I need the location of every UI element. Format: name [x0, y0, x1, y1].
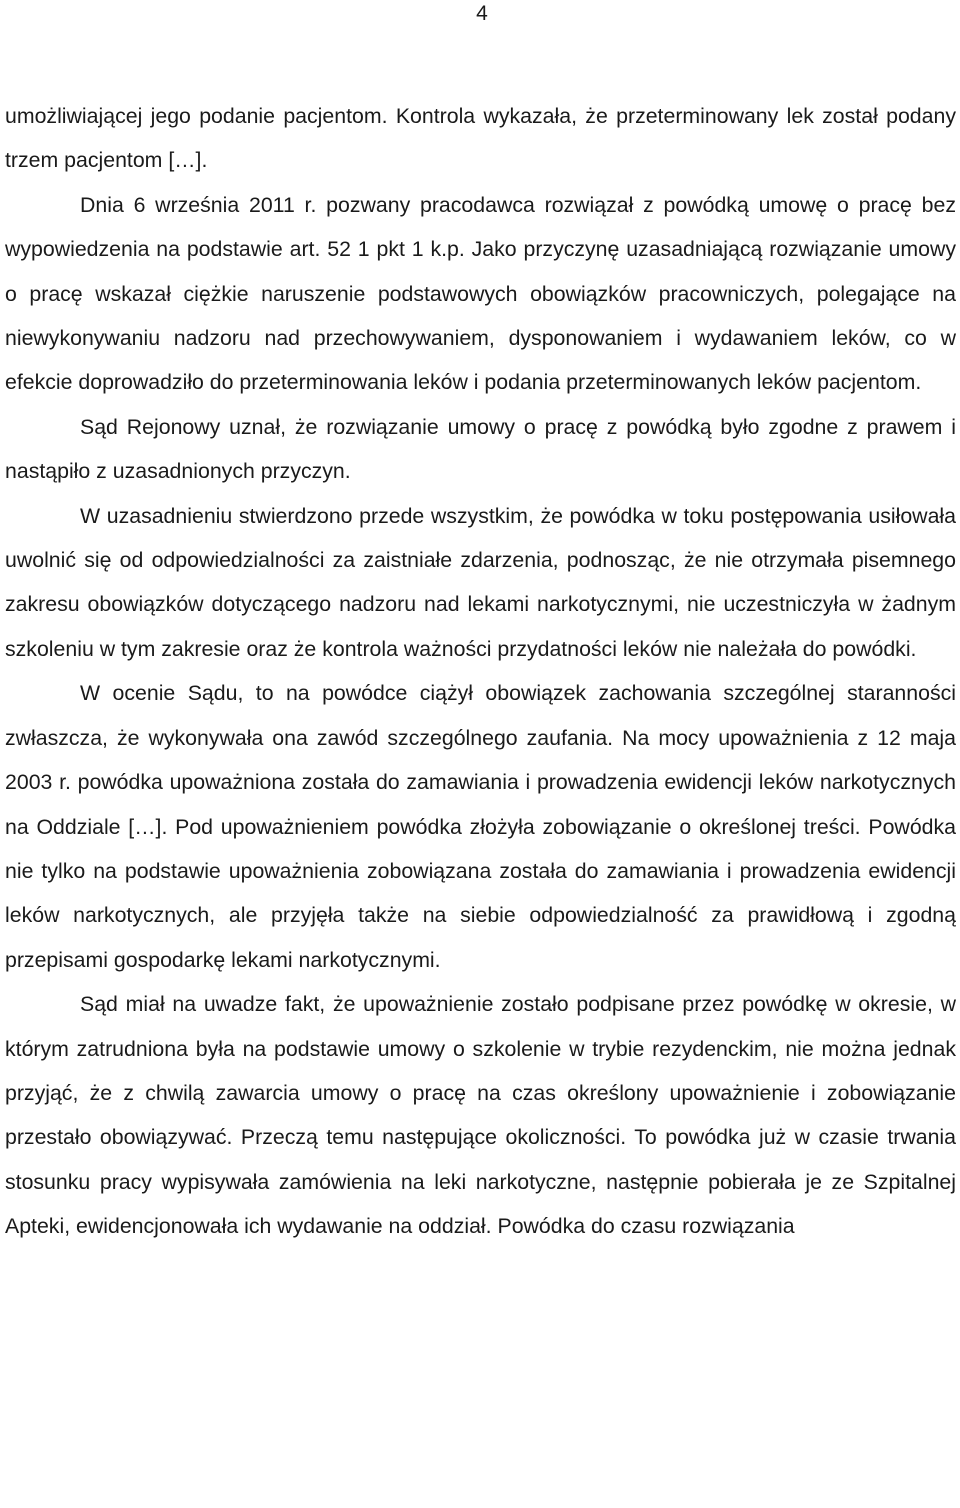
paragraph-authorization: Sąd miał na uwadze fakt, że upoważnienie zostało podpisane przez powódkę w okresie, w którym zatrudniona była na podstawie umowy o szkolenie w trybie rezydenckim, nie można jednak przyjąć, że z chwilą zawarcia umowy o pracę na czas określony upoważnienie i zobowiązanie przestało obowiązywać. Przeczą temu następujące okoliczności. To powódka już w czasie trwania stosunku pracy wypisywała zamówienia na leki narkotyczne, następnie pobierała je ze Szpitalnej Apteki, ewidencjonowała ich wydawanie na oddział. Powódka do czasu rozwiązania: [5, 992, 956, 1239]
paragraph-justification: W uzasadnieniu stwierdzono przede wszystkim, że powódka w toku postępowania usiłowała uwolnić się od odpowiedzialności za zaistniałe zdarzenia, podnosząc, że nie otrzymała pisemnego zakresu obowiązków dotyczącego nadzoru nad lekami narkotycznymi, nie uczestniczyła w żadnym szkoleniu w tym zakresie oraz że kontrola ważności przydatności leków nie należała do powódki.: [5, 503, 956, 661]
paragraph-court-ruling: Sąd Rejonowy uznał, że rozwiązanie umowy o pracę z powódką było zgodne z prawem i nastąpiło z uzasadnionych przyczyn.: [5, 414, 956, 484]
page-number: 4: [476, 2, 488, 25]
paragraph-dismissal: Dnia 6 września 2011 r. pozwany pracodawca rozwiązał z powódką umowę o pracę bez wypowiedzenia na podstawie art. 52 1 pkt 1 k.p. Jako przyczynę uzasadniającą rozwiązanie umowy o pracę wskazał ciężkie naruszenie podstawowych obowiązków pracowniczych, polegające na niewykonywaniu nadzoru nad przechowywaniem, dysponowaniem i wydawaniem leków, co w efekcie doprowadziło do przeterminowania leków i podania przeterminowanych leków pacjentom.: [5, 192, 956, 395]
document-body: [5, 94, 956, 1249]
paragraph-court-opinion: W ocenie Sądu, to na powódce ciążył obowiązek zachowania szczególnej staranności zwłaszcza, że wykonywała ona zawód szczególnego zaufania. Na mocy upoważnienia z 12 maja 2003 r. powódka upoważniona została do zamawiania i prowadzenia ewidencji leków narkotycznych na Oddziale […]. Pod upoważnieniem powódka złożyła zobowiązanie o określonej treści. Powódka nie tylko na podstawie upoważnienia zobowiązana została do zamawiania i prowadzenia ewidencji leków narkotycznych, ale przyjęła także na siebie odpowiedzialność za prawidłową i zgodną przepisami gospodarkę lekami narkotycznymi.: [5, 681, 956, 972]
paragraph-continuation: umożliwiającej jego podanie pacjentom. Kontrola wykazała, że przeterminowany lek został podany trzem pacjentom […].: [5, 104, 956, 173]
